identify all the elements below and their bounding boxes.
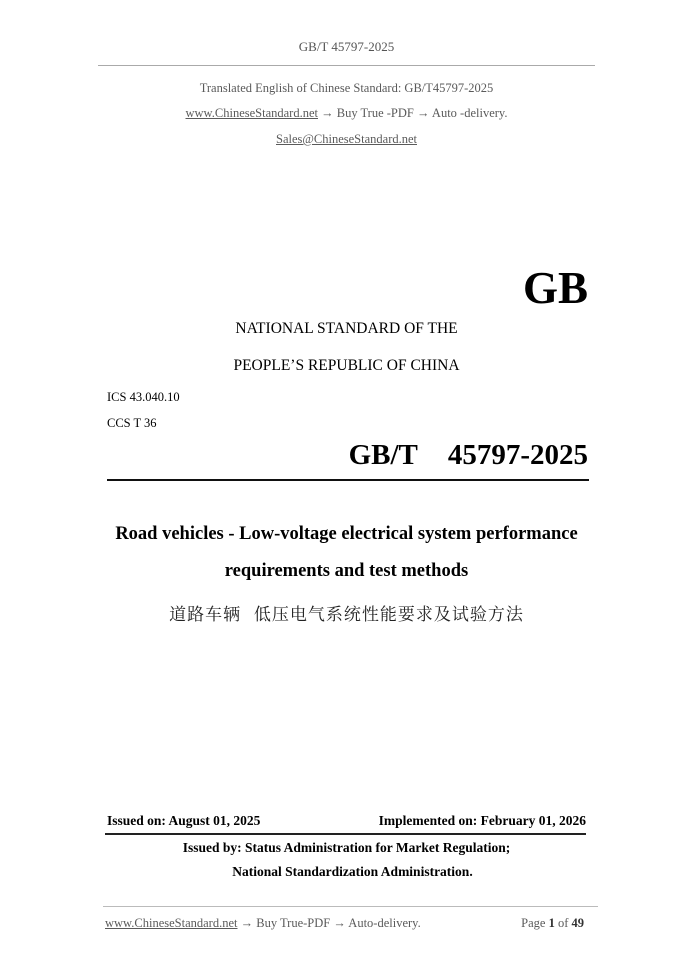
- ccs-code: CCS T 36: [107, 416, 157, 430]
- promo-line-text: → Buy True -PDF → Auto -delivery.: [318, 106, 508, 120]
- issued-divider: [105, 833, 586, 835]
- issued-on-date: Issued on: August 01, 2025: [107, 813, 261, 828]
- page-of: of: [554, 916, 572, 930]
- national-standard-line2: PEOPLE’S REPUBLIC OF CHINA: [233, 357, 460, 374]
- footer-divider: [103, 906, 598, 907]
- promo-line: [0, 106, 693, 121]
- national-standard-line1: NATIONAL STANDARD OF THE: [235, 320, 458, 337]
- ics-code: ICS 43.040.10: [107, 390, 180, 404]
- standard-number: GB/T 45797-2025: [348, 439, 588, 471]
- page-label: Page: [521, 916, 549, 930]
- page-indicator: [521, 916, 584, 931]
- implemented-on-date: Implemented on: February 01, 2026: [378, 813, 586, 828]
- title-chinese: 道路车辆 低压电气系统性能要求及试验方法: [169, 605, 524, 625]
- page-total: 49: [571, 916, 584, 930]
- footer-promo-text: → Buy True-PDF → Auto-delivery.: [237, 916, 421, 930]
- issued-by-line1: Issued by: Status Administration for Market Regulation;: [182, 840, 511, 855]
- page-current: 1: [548, 916, 555, 930]
- title-english-line2: requirements and test methods: [224, 561, 469, 581]
- chinesestandard-link[interactable]: www.ChineseStandard.net: [185, 106, 318, 120]
- title-english-line1: Road vehicles - Low-voltage electrical system performance: [115, 524, 578, 544]
- gb-logo: GB: [522, 263, 588, 313]
- footer-promo: [105, 916, 421, 931]
- sales-email-link[interactable]: Sales@ChineseStandard.net: [276, 132, 417, 146]
- header-divider: [98, 65, 595, 66]
- issued-by-line2: National Standardization Administration.: [232, 864, 473, 879]
- sales-email-line: [0, 132, 693, 147]
- footer-chinesestandard-link[interactable]: www.ChineseStandard.net: [105, 916, 238, 930]
- running-header-title: GB/T 45797-2025: [298, 39, 395, 54]
- standard-number-divider: [107, 479, 589, 481]
- translation-notice: Translated English of Chinese Standard: GB/T45797-2025: [199, 81, 494, 95]
